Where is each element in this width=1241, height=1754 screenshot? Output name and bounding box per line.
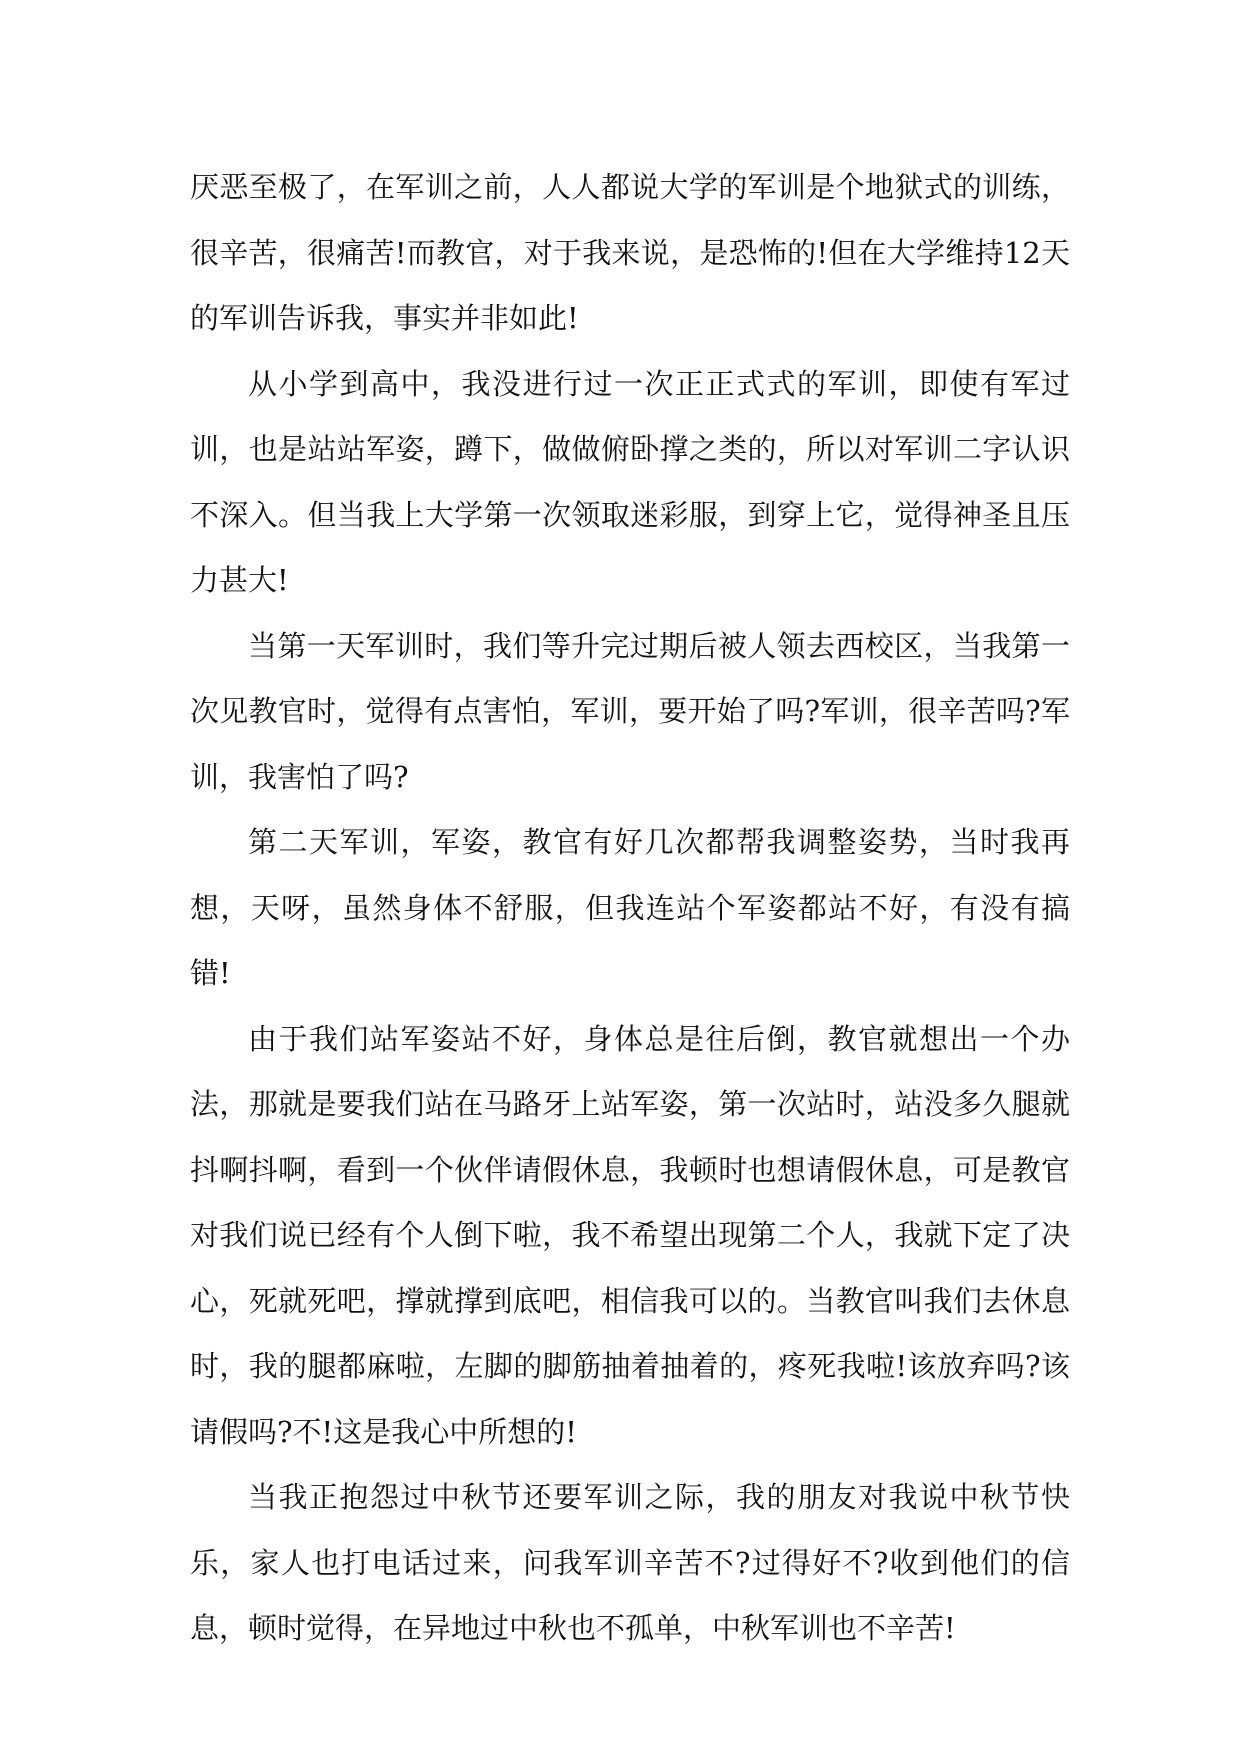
- paragraph-6: 当我正抱怨过中秋节还要军训之际，我的朋友对我说中秋节快乐，家人也打电话过来，问我军训辛苦不?过得好不?收到他们的信息，顿时觉得，在异地过中秋也不孤单，中秋军训也不辛苦!: [190, 1480, 1070, 1645]
- paragraph-4: 第二天军训，军姿，教官有好几次都帮我调整姿势，当时我再想，天呀，虽然身体不舒服，但我连站个军姿都站不好，有没有搞错!: [190, 825, 1070, 990]
- paragraph-5: 由于我们站军姿站不好，身体总是往后倒，教官就想出一个办法，那就是要我们站在马路牙上站军姿，第一次站时，站没多久腿就抖啊抖啊，看到一个伙伴请假休息，我顿时也想请假休息，可是教官对我们说已经有个人倒下啦，我不希望出现第二个人，我就下定了决心，死就死吧，撑就撑到底吧，相信我可以的。当教官叫我们去休息时，我的腿都麻啦，左脚的脚筋抽着抽着的，疼死我啦!该放弃吗?该请假吗?不!这是我心中所想的!: [190, 1021, 1070, 1449]
- paragraph-2: 从小学到高中，我没进行过一次正正式式的军训，即使有军过训，也是站站军姿，蹲下，做做俯卧撑之类的，所以对军训二字认识不深入。但当我上大学第一次领取迷彩服，到穿上它，觉得神圣且压力甚大!: [190, 366, 1070, 597]
- document-body: [190, 155, 1070, 1662]
- paragraph-1: 厌恶至极了，在军训之前，人人都说大学的军训是个地狱式的训练，很辛苦，很痛苦!而教官，对于我来说，是恐怖的!但在大学维持12天的军训告诉我，事实并非如此!: [190, 170, 1070, 335]
- paragraph-3: 当第一天军训时，我们等升完过期后被人领去西校区，当我第一次见教官时，觉得有点害怕，军训，要开始了吗?军训，很辛苦吗?军训，我害怕了吗?: [190, 628, 1070, 794]
